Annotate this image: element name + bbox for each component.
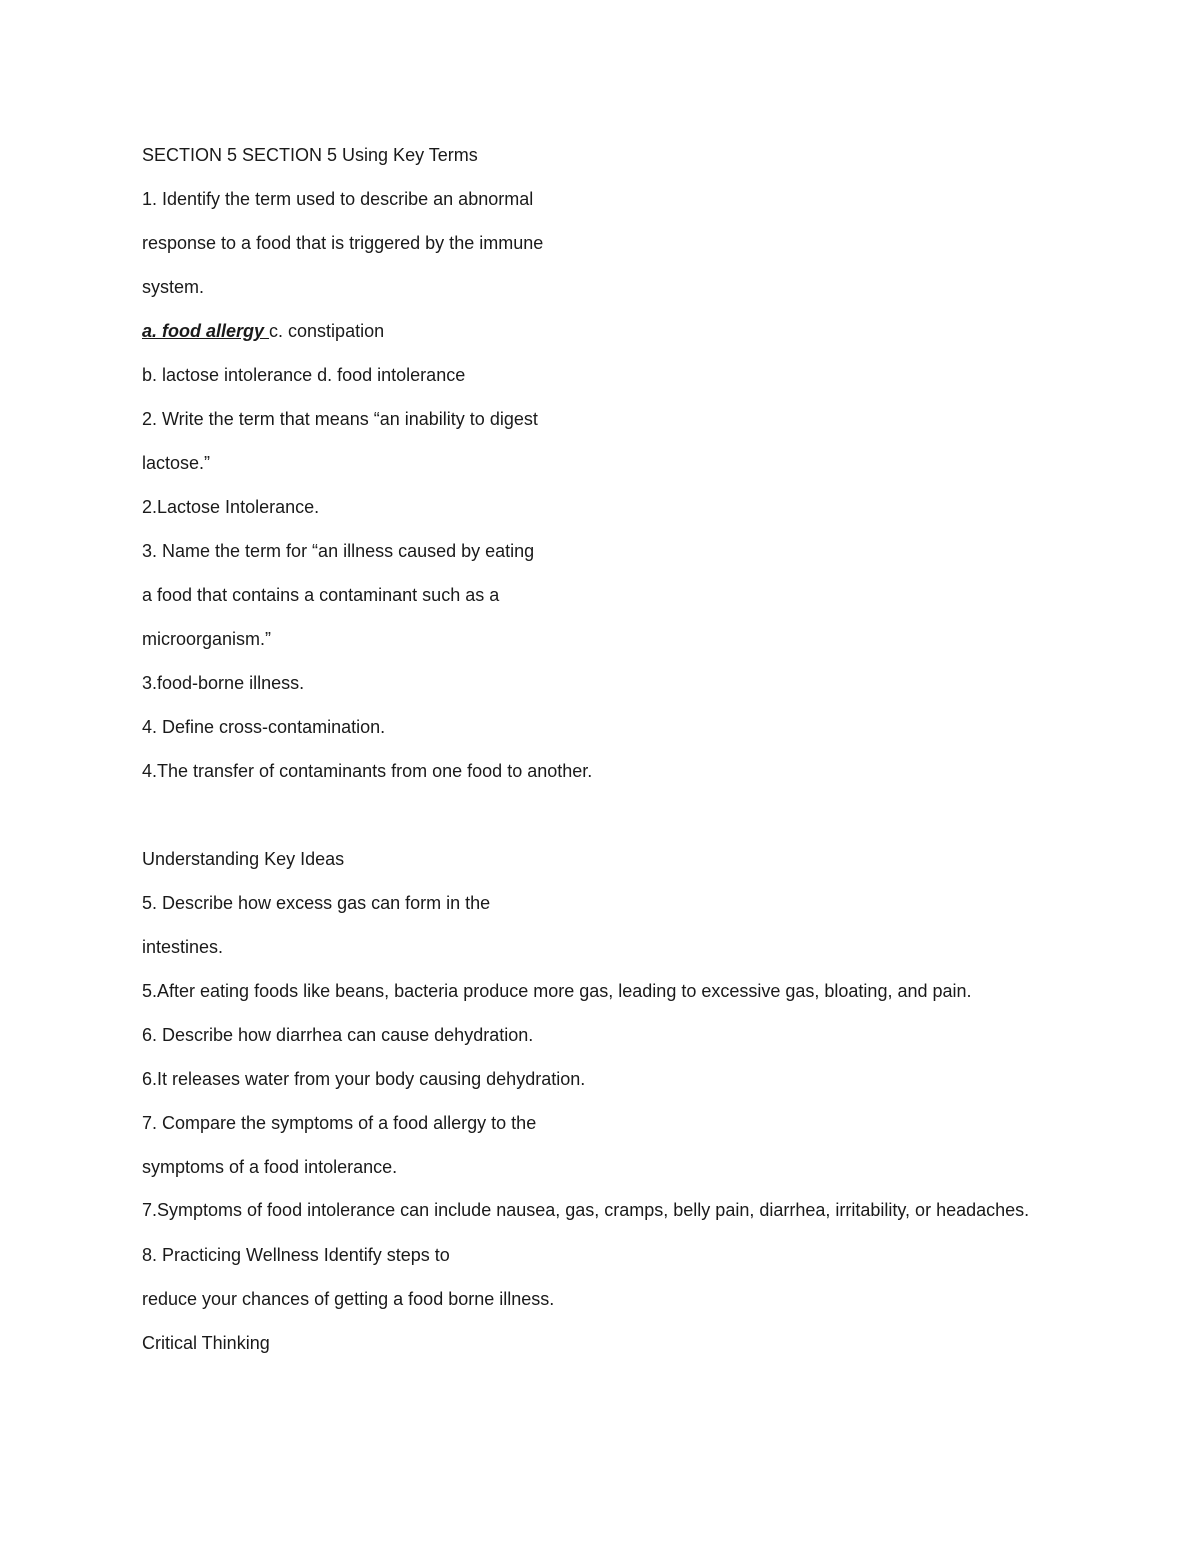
question-2-line-2: lactose.” xyxy=(142,453,211,473)
selected-answer: a. food allergy xyxy=(142,321,270,341)
question-3-line-2: a food that contains a contaminant such as a xyxy=(142,585,500,605)
question-8-line-1: 8. Practicing Wellness Identify steps to xyxy=(142,1245,450,1265)
question-6: 6. Describe how diarrhea can cause dehydration. xyxy=(142,1025,534,1045)
subsection-heading-key-ideas: Understanding Key Ideas xyxy=(142,849,345,869)
question-1-options-row-2: b. lactose intolerance d. food intolerance xyxy=(142,365,466,385)
question-1-line-3: system. xyxy=(142,277,205,297)
question-7-line-1: 7. Compare the symptoms of a food allergy to the xyxy=(142,1113,537,1133)
section-heading: SECTION 5 SECTION 5 Using Key Terms xyxy=(142,145,478,165)
answer-7: 7.Symptoms of food intolerance can include nausea, gas, cramps, belly pain, diarrhea, irritability, or headaches. xyxy=(142,1200,1030,1220)
question-3-line-3: microorganism.” xyxy=(142,629,272,649)
question-1-options-row-1 xyxy=(142,316,1082,360)
question-7-line-2: symptoms of a food intolerance. xyxy=(142,1157,398,1177)
option-c: c. constipation xyxy=(269,321,385,341)
question-2-line-1: 2. Write the term that means “an inability to digest xyxy=(142,409,538,429)
question-4: 4. Define cross-contamination. xyxy=(142,717,386,737)
question-1-line-1: 1. Identify the term used to describe an abnormal xyxy=(142,189,534,209)
answer-5: 5.After eating foods like beans, bacteria produce more gas, leading to excessive gas, bloating, and pain. xyxy=(142,981,972,1001)
document-body xyxy=(142,140,1082,1372)
answer-3: 3.food-borne illness. xyxy=(142,673,305,693)
question-3-line-1: 3. Name the term for “an illness caused by eating xyxy=(142,541,535,561)
answer-2: 2.Lactose Intolerance. xyxy=(142,497,320,517)
question-1-line-2: response to a food that is triggered by the immune xyxy=(142,233,544,253)
subsection-heading-critical-thinking: Critical Thinking xyxy=(142,1333,270,1353)
question-8-line-2: reduce your chances of getting a food borne illness. xyxy=(142,1289,555,1309)
answer-6: 6.It releases water from your body causing dehydration. xyxy=(142,1069,586,1089)
question-5-line-1: 5. Describe how excess gas can form in the xyxy=(142,893,491,913)
answer-4: 4.The transfer of contaminants from one food to another. xyxy=(142,761,593,781)
question-5-line-2: intestines. xyxy=(142,937,224,957)
